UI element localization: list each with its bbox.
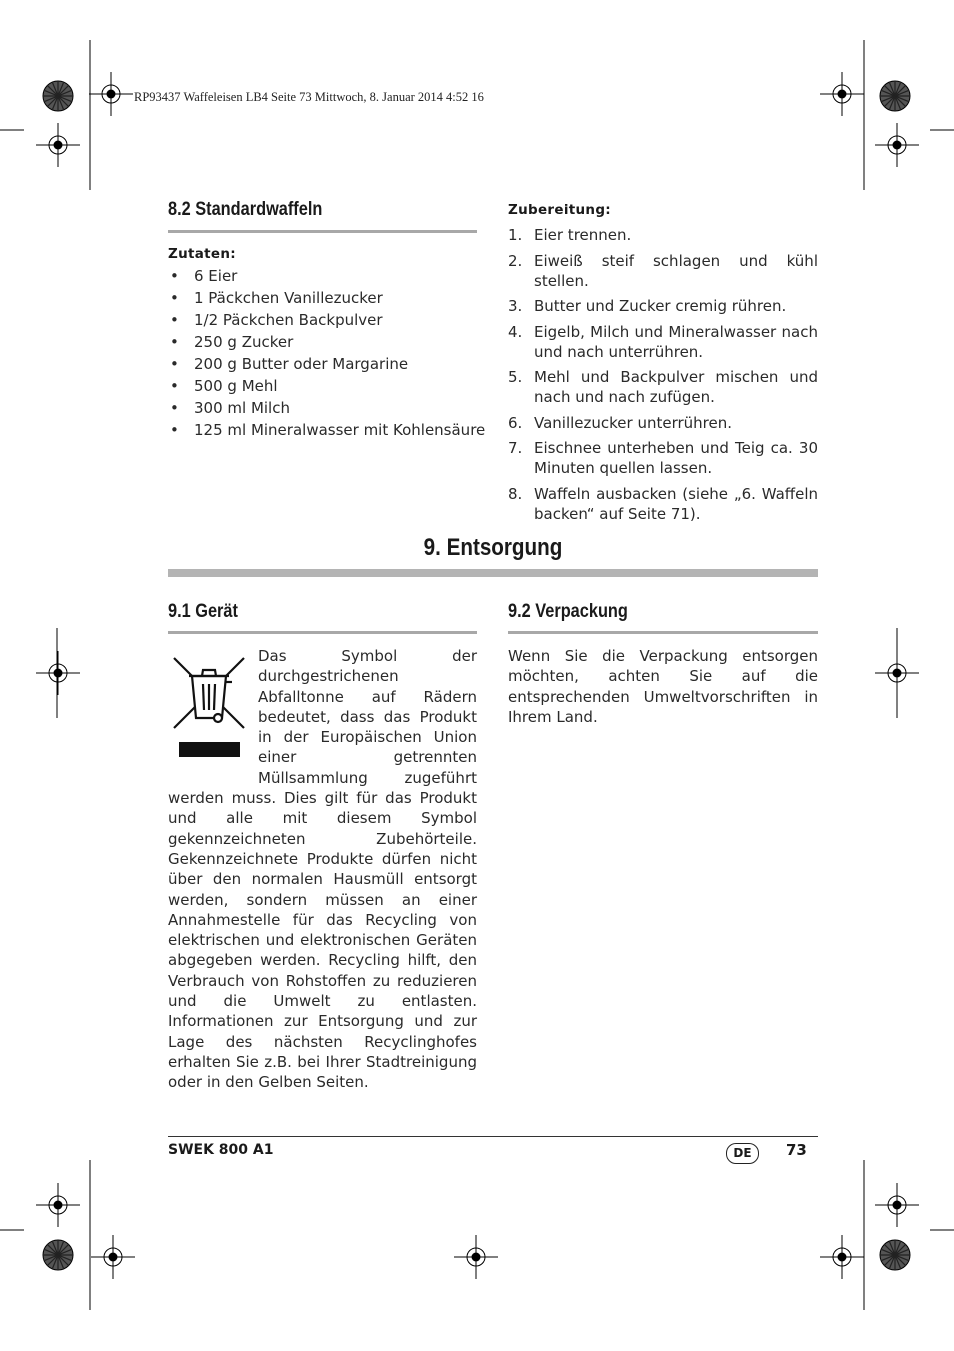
ingredient-text: 1/2 Päckchen Backpulver — [194, 311, 383, 329]
bullet-icon: • — [170, 289, 179, 307]
ingredient-text: 500 g Mehl — [194, 377, 278, 395]
ingredient-item — [168, 353, 488, 375]
chapter-rule — [168, 569, 818, 577]
step-text: Eier trennen. — [534, 226, 632, 244]
preparation-step — [508, 322, 818, 362]
ingredient-item — [168, 397, 488, 419]
preparation-step — [508, 296, 818, 316]
heading-rule — [508, 631, 818, 634]
ingredient-item — [168, 309, 488, 331]
ingredient-text: 250 g Zucker — [194, 333, 294, 351]
device-disposal-paragraph: Das Symbol der durchgestrichenen Abfalltonne auf Rädern bedeutet, dass das Produkt in der Europäischen Union einer getrennten Müllsammlung zugeführt werden muss. Dies gilt für das Produkt und alle mit diesem Symbol gekennzeichneten Zubehörteile. Gekennzeichnete Produkte dürfen nicht über den normalen Hausmüll entsorgt werden, sondern müssen an einer Annahmestelle für das Recycling von elektrischen und elektronischen Geräten abgegeben werden. Recycling hilft, den Verbrauch von Rohstoffen zu reduzieren und die Umwelt zu entlasten. Informationen zur Entsorgung und zur Lage des nächsten Recyclinghofes erhalten Sie z.B. bei Ihrer Stadtreinigung oder in den Gelben Seiten. — [168, 647, 477, 1092]
packaging-disposal-text: Wenn Sie die Verpackung entsorgen möchten, achten Sie auf die entsprechenden Umweltvorschriften in Ihrem Land. — [508, 647, 818, 726]
footer-model-number: SWEK 800 A1 — [168, 1142, 274, 1158]
print-job-info: RP93437 Waffeleisen LB4 Seite 73 Mittwoch, 8. Januar 2014 4:52 16 — [134, 90, 484, 104]
ingredients-list — [168, 265, 488, 441]
preparation-step — [508, 367, 818, 407]
ingredient-text: 300 ml Milch — [194, 399, 290, 417]
section-heading-9-2: 9.2 Verpackung — [508, 601, 628, 622]
heading-rule — [168, 230, 477, 233]
preparation-step — [508, 484, 818, 524]
ingredient-text: 6 Eier — [194, 267, 238, 285]
preparation-label: Zubereitung: — [508, 202, 611, 218]
bullet-icon: • — [170, 311, 179, 329]
step-text: Eischnee unterheben und Teig ca. 30 Minuten quellen lassen. — [534, 439, 818, 477]
ingredient-item — [168, 375, 488, 397]
device-disposal-text — [168, 646, 477, 1093]
step-text: Mehl und Backpulver mischen und nach und nach zufügen. — [534, 368, 818, 406]
ingredient-text: 125 ml Mineralwasser mit Kohlensäure — [194, 421, 486, 439]
ingredient-item — [168, 265, 488, 287]
bullet-icon: • — [170, 267, 179, 285]
step-number: 8. — [508, 484, 523, 503]
ingredient-text: 1 Päckchen Vanillezucker — [194, 289, 383, 307]
bullet-icon: • — [170, 399, 179, 417]
ingredients-label: Zutaten: — [168, 246, 236, 262]
section-heading-8-2: 8.2 Standardwaffeln — [168, 199, 323, 220]
step-number: 6. — [508, 413, 523, 432]
step-number: 1. — [508, 226, 523, 244]
bullet-icon: • — [170, 377, 179, 395]
preparation-step — [508, 438, 818, 478]
preparation-step — [508, 225, 818, 245]
step-number: 2. — [508, 251, 523, 270]
chapter-title: 9. Entsorgung — [423, 534, 563, 561]
ingredient-item — [168, 419, 488, 441]
bullet-icon: • — [170, 333, 179, 351]
step-number: 4. — [508, 322, 523, 341]
ingredient-item — [168, 287, 488, 309]
step-text: Butter und Zucker cremig rühren. — [534, 297, 787, 315]
step-number: 3. — [508, 297, 523, 315]
preparation-steps — [508, 225, 818, 529]
page-number: 73 — [786, 1141, 807, 1159]
step-text: Eigelb, Milch und Mineralwasser nach und nach unterrühren. — [534, 322, 818, 361]
language-badge: DE — [726, 1143, 759, 1164]
bullet-icon: • — [170, 421, 179, 439]
heading-rule — [168, 631, 477, 634]
preparation-step — [508, 251, 818, 291]
ingredient-text: 200 g Butter oder Margarine — [194, 355, 409, 373]
preparation-step — [508, 413, 818, 433]
step-text: Waffeln ausbacken (siehe „6. Waffeln backen“ auf Seite 71). — [534, 484, 818, 523]
step-number: 5. — [508, 368, 523, 386]
step-text: Eiweiß steif schlagen und kühl stellen. — [534, 251, 818, 290]
footer-rule — [168, 1136, 818, 1137]
step-number: 7. — [508, 439, 523, 457]
ingredient-item — [168, 331, 488, 353]
section-heading-9-1: 9.1 Gerät — [168, 601, 238, 622]
step-text: Vanillezucker unterrühren. — [534, 413, 733, 432]
icon-float-spacer — [168, 646, 258, 768]
bullet-icon: • — [170, 355, 179, 373]
